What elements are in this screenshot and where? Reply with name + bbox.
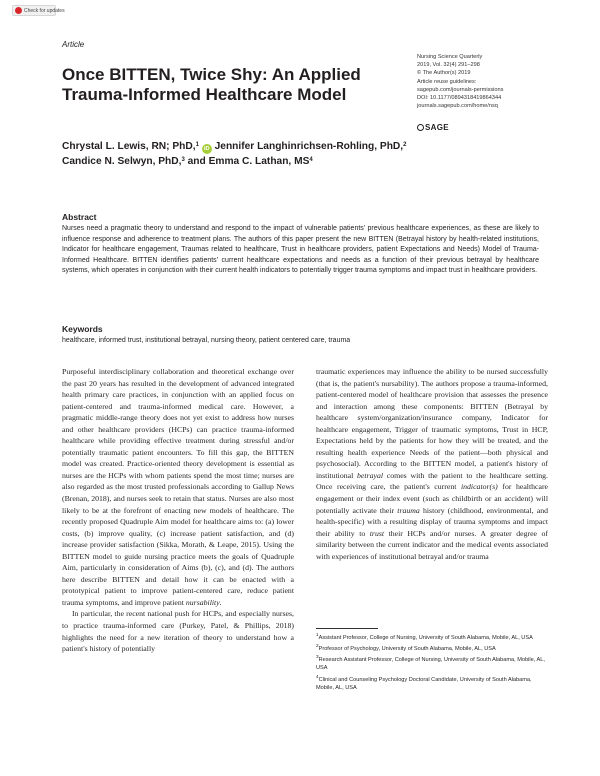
body-column-left: [62, 366, 294, 655]
journal-url[interactable]: journals.sagepub.com/home/nsq: [417, 103, 498, 110]
keywords-heading: Keywords: [62, 324, 103, 334]
body-paragraph: [62, 608, 294, 654]
author-3: Candice N. Selwyn, PhD,: [62, 156, 182, 167]
author-3-affil: 3: [181, 157, 185, 163]
abstract-text: Nurses need a pragmatic theory to understand and respond to the impact of vulnerable patients' previous healthcare experiences, as these are likely to influence response and adherence to treatment plans. The authors of this paper present the new BITTEN (Betrayal history by health-related institutions, Indicator for healthcare engagement, Traumas related to healthcare, Trust in healthcare providers, patient Expectations and Needs) Model of Trauma-Informed Healthcare. BITTEN identifies patients' current healthcare expectations and needs as a function of their previous betrayal by healthcare systems, which operates in conjunction with their current health indicators to potentially trigger trauma symptoms and impact trust in healthcare providers.: [62, 225, 539, 274]
body-paragraph: [316, 366, 548, 562]
body-text: .: [219, 597, 222, 607]
footnote-4: $^4$Clinical and Counseling Psychology Doctoral Candidate, University of South Alabama, Mobile, AL, USA: [316, 673, 532, 691]
body-text: Purposeful interdisciplinary collaboration and theoretical exchange over the past 20 years has resulted in the development of advanced integrated health primary care practices, in conjunction with an applied focus on patient-centered and trauma-informed medical care. However, a pragmatic middle-range theory does not yet exist to address how nurses and other healthcare providers (HCPs) can practice trauma-informed healthcare while providing effective treatment during stressful and/or potentially traumatic patient encounters. To fill this gap, the BITTEN model was created. Practice-oriented theory development is essential as nurses are the HCPs with whom patients spend the most time; nurses are also regarded as the most trusted professionals according to Gallup News (Brenan, 2018), and nurses seek to retain that status. Nurses are also most likely to be at the forefront of enacting new models of healthcare. The recently proposed Quadruple Aim model for healthcare aims to: (a) lower costs, (b) improve quality, (c) increase patient satisfaction, and (d) increase provider satisfaction (Sikka, Morath, & Leape, 2015). Using the BITTEN model to guide nursing practice meets the goals of Quadruple Aim, particularly in consideration of Aims (b), (c), and (d). The authors here describe BITTEN and detail how it can be enacted with a prototypical patient to improve patient-centered care, reduce patient trauma symptoms, and improve patient: [62, 367, 294, 607]
sage-logo: [417, 123, 449, 132]
body-text: comes with the patient to the healthcare setting. Once receiving care, the patient's current: [316, 470, 548, 492]
body-column-right: [316, 366, 548, 562]
body-text: traumatic experiences may influence the ability to be nursed successfully (that is, the patient's nursability). The authors propose a trauma-informed, patient-centered model of healthcare provision that assesses the presence and interaction among these components: BITTEN (Betrayal by healthcare system/organization/insurance company, Indicator for healthcare engagement, Trigger of traumatic symptoms, Trust in HCP, Expectations held by the patients for how they will be treated, and the resulting health experience Needs of the patient—both physical and psychosocial). According to the BITTEN model, a patient's history of institutional: [316, 367, 548, 480]
orcid-icon[interactable]: iD: [202, 144, 212, 154]
check-for-updates-badge[interactable]: [12, 5, 65, 16]
author-4: Emma C. Lathan, MS: [208, 156, 310, 167]
emphasis-betrayal: betrayal: [357, 470, 384, 480]
body-text: for healthcare engagement or their index event (such as childbirth or an accident) will potentially activate their: [316, 482, 549, 515]
author-2-affil: 2: [403, 142, 407, 148]
emphasis-trauma: trauma: [397, 505, 420, 515]
journal-name: Nursing Science Quarterly: [417, 54, 483, 60]
affiliation-footnotes: [316, 631, 548, 692]
article-title: Once BITTEN, Twice Shy: An Applied Trauma-Informed Healthcare Model: [62, 65, 361, 104]
footnote-3: $^3$Research Assistant Professor, College of Nursing, University of South Alabama, Mobile, AL, USA: [316, 654, 545, 672]
author-list: [62, 139, 482, 169]
body-paragraph: [62, 366, 294, 608]
body-text: their HCPs and/or nurses. A greater degree of similarity between the current indicator and the medical events associated with experiences of institutional betrayal and/or trauma: [316, 528, 548, 561]
author-conjunction: and: [187, 156, 206, 167]
author-1: Chrystal L. Lewis, RN; PhD,: [62, 141, 196, 152]
abstract-heading: Abstract: [62, 212, 97, 222]
sage-logo-icon: [417, 124, 424, 131]
journal-permissions-link[interactable]: sagepub.com/journals-permissions: [417, 86, 504, 93]
check-updates-icon: [15, 7, 22, 14]
author-2: Jennifer Langhinrichsen-Rohling, PhD,: [214, 141, 404, 152]
footnote-divider: [316, 628, 378, 629]
journal-doi[interactable]: DOI: 10.1177/0894318419864344: [417, 95, 502, 102]
journal-info: [417, 53, 503, 110]
footnote-2: $^2$Professor of Psychology, University of South Alabama, Mobile, AL, USA: [316, 643, 496, 653]
emphasis-indicators: indicator(s): [460, 482, 498, 492]
sage-logo-text: SAGE: [425, 123, 449, 132]
author-1-affil: 1: [195, 142, 199, 148]
emphasis-nursability: nursability: [185, 597, 220, 607]
author-4-affil: 4: [309, 157, 313, 163]
article-type-label: Article: [62, 40, 85, 49]
journal-copyright: © The Author(s) 2019: [417, 70, 471, 77]
body-text: In particular, the recent national push for HCPs, and especially nurses, to practice trauma-informed care (Purkey, Patel, & Phillips, 2018) highlights the need for a new iteration of theory to understand how a patient's history of potentially: [62, 609, 294, 654]
body-text: history (childhood, environmental, and health-specific) with a resulting display of trauma symptoms and impact their ability to: [316, 505, 549, 538]
journal-citation: 2019, Vol. 32(4) 291–298: [417, 62, 480, 69]
check-updates-label: Check for updates: [24, 7, 65, 14]
emphasis-trust: trust: [369, 528, 385, 538]
journal-reuse: Article reuse guidelines:: [417, 78, 477, 85]
keywords-text: healthcare, informed trust, institutional betrayal, nursing theory, patient centered care, trauma: [62, 337, 351, 344]
footnote-1: $^1$Assistant Professor, College of Nursing, University of South Alabama, Mobile, AL, USA: [316, 632, 533, 641]
